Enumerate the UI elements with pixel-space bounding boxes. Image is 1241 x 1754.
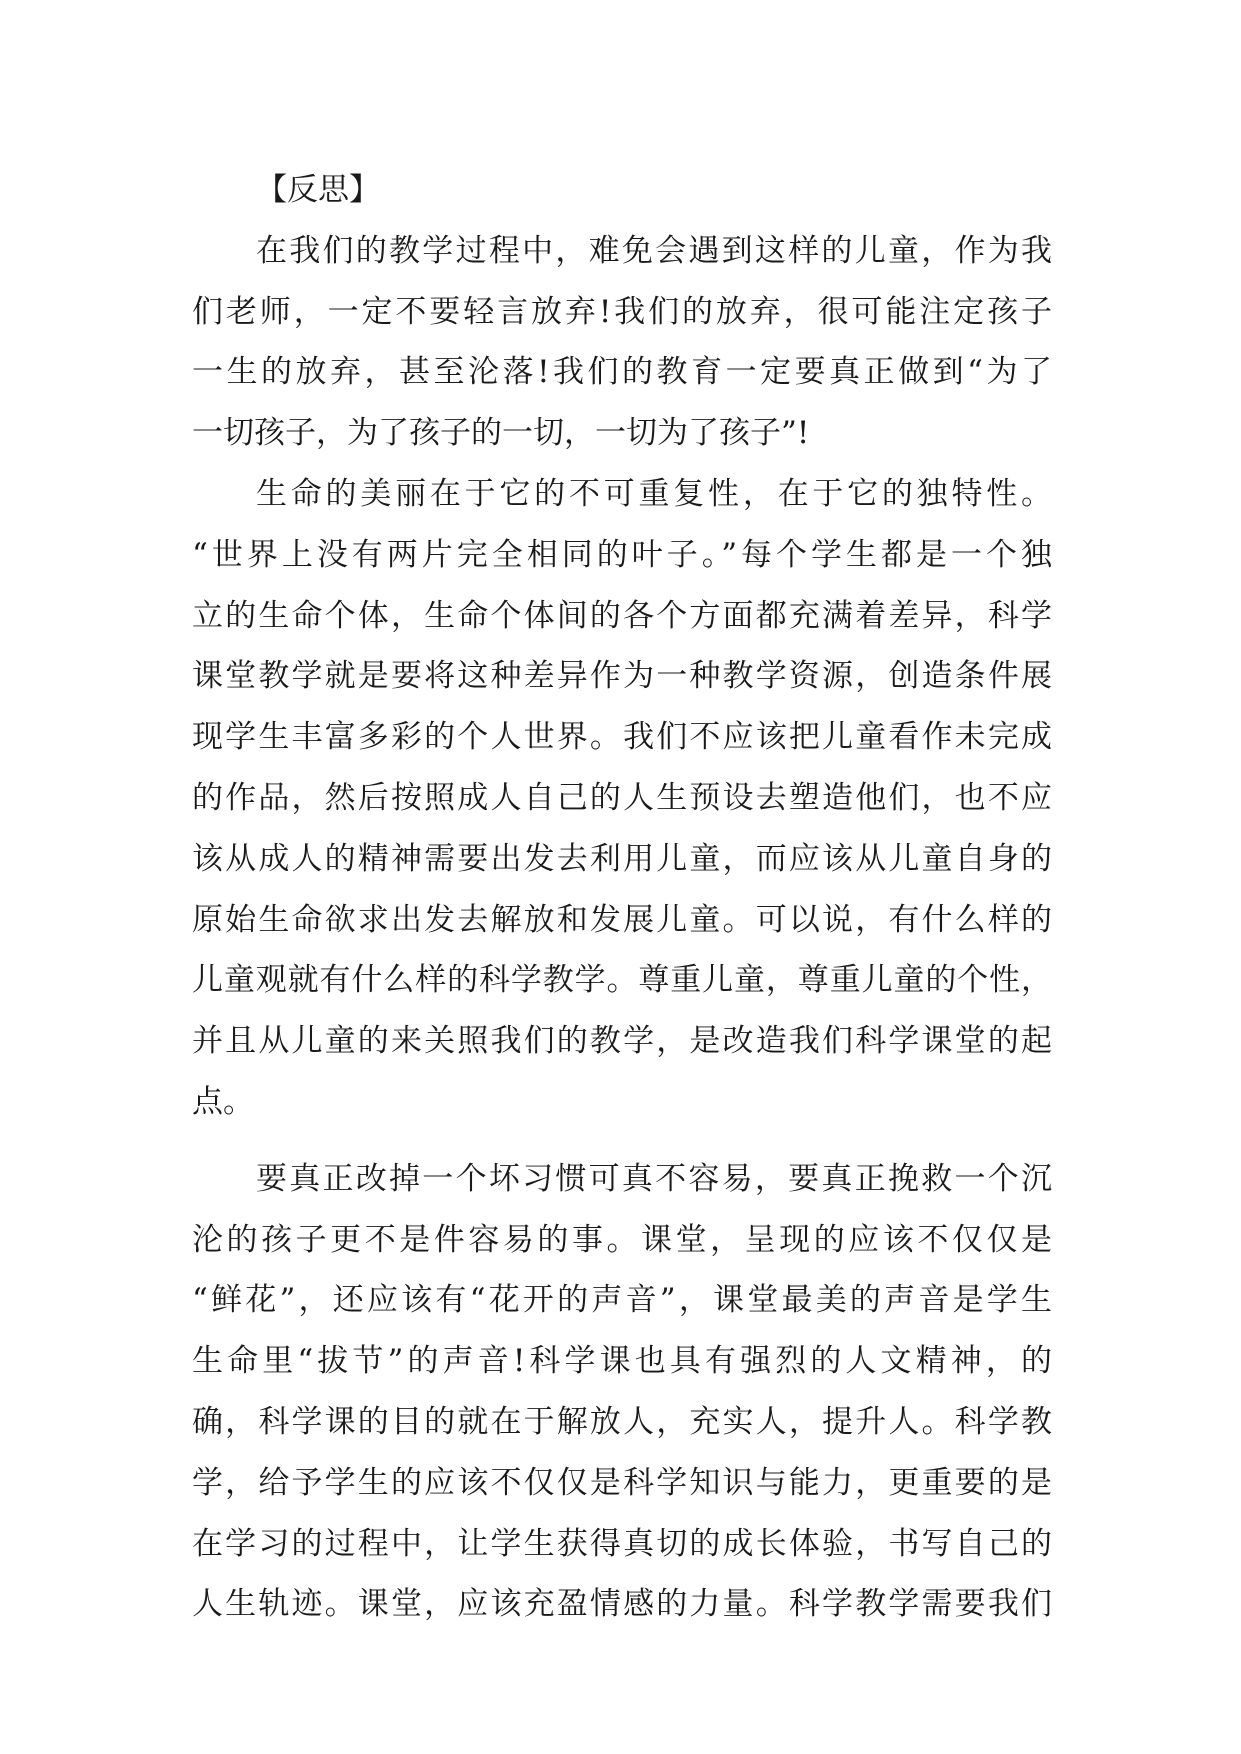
paragraph-line: 沦的孩子更不是件容易的事。课堂，呈现的应该不仅仅是: [192, 1221, 1052, 1258]
paragraph-line: 点。: [192, 1083, 254, 1120]
paragraph-line: 的作品，然后按照成人自己的人生预设去塑造他们，也不应: [192, 779, 1052, 816]
paragraph-line: 要真正改掉一个坏习惯可真不容易，要真正挽救一个沉: [256, 1160, 1052, 1197]
paragraph-line: 一生的放弃，甚至沦落!我们的教育一定要真正做到“为了: [192, 354, 1052, 391]
paragraph-line: 课堂教学就是要将这种差异作为一种教学资源，创造条件展: [192, 658, 1052, 695]
paragraph-line: 生命里“拔节”的声音!科学课也具有强烈的人文精神，的: [192, 1343, 1052, 1380]
paragraph-line: 生命的美丽在于它的不可重复性，在于它的独特性。: [256, 475, 1052, 512]
paragraph-line: 并且从儿童的来关照我们的教学，是改造我们科学课堂的起: [192, 1023, 1052, 1060]
document-page: [192, 160, 1052, 1635]
paragraph-line: 原始生命欲求出发去解放和发展儿童。可以说，有什么样的: [192, 901, 1052, 938]
paragraph-line: 们老师，一定不要轻言放弃!我们的放弃，很可能注定孩子: [192, 293, 1052, 330]
paragraph-line: “世界上没有两片完全相同的叶子。”每个学生都是一个独: [192, 536, 1052, 573]
paragraph-line: 学，给予学生的应该不仅仅是科学知识与能力，更重要的是: [192, 1464, 1052, 1501]
paragraph-line: 该从成人的精神需要出发去利用儿童，而应该从儿童自身的: [192, 840, 1052, 877]
paragraph-line: 一切孩子，为了孩子的一切，一切为了孩子”!: [192, 415, 810, 452]
paragraph-line: 在学习的过程中，让学生获得真切的成长体验，书写自己的: [192, 1525, 1052, 1562]
paragraph-2: [192, 464, 1052, 1133]
section-heading: 【反思】: [256, 172, 380, 208]
paragraph-line: 在我们的教学过程中，难免会遇到这样的儿童，作为我: [256, 232, 1052, 269]
paragraph-line: 人生轨迹。课堂，应该充盈情感的力量。科学教学需要我们: [192, 1586, 1052, 1623]
paragraph-line: “鲜花”，还应该有“花开的声音”，课堂最美的声音是学生: [192, 1282, 1052, 1319]
paragraph-line: 确，科学课的目的就在于解放人，充实人，提升人。科学教: [192, 1403, 1052, 1440]
paragraph-line: 儿童观就有什么样的科学教学。尊重儿童，尊重儿童的个性，: [192, 962, 1052, 999]
paragraph-line: 现学生丰富多彩的个人世界。我们不应该把儿童看作未完成: [192, 719, 1052, 756]
paragraph-1: [192, 221, 1052, 464]
paragraph-3: [192, 1149, 1052, 1635]
paragraph-line: 立的生命个体，生命个体间的各个方面都充满着差异，科学: [192, 597, 1052, 634]
